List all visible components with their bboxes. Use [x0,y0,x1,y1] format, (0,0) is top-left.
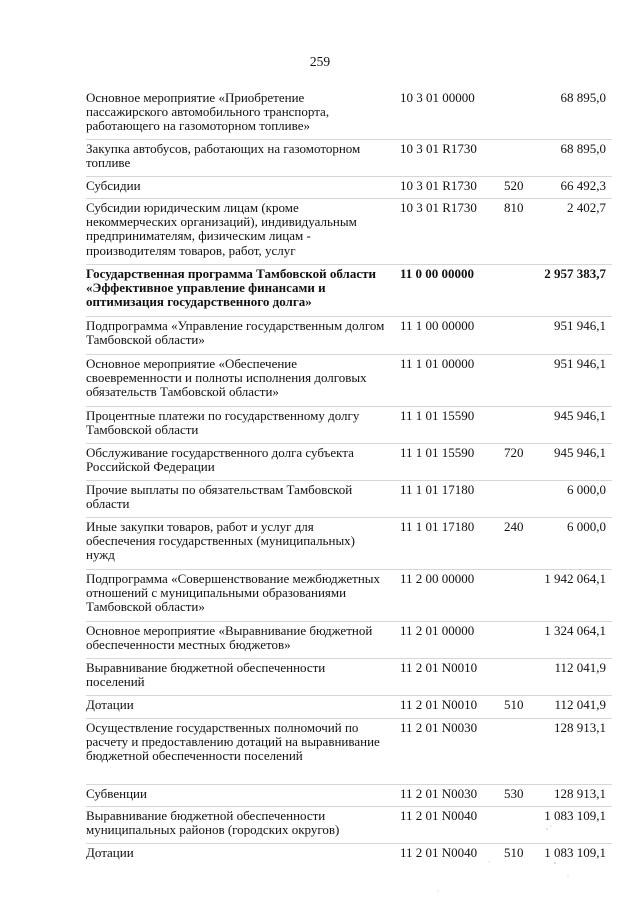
row-amount: 951 946,1 [554,356,606,371]
row-name: Основное мероприятие «Приобретение пассажирского автомобильного транспорта, работающего на газомоторном топливе» [86,90,330,134]
row-name: Государственная программа Тамбовской области «Эффективное управление финансами и оптимизация государственного долга» [86,266,376,310]
table-row [86,569,612,621]
row-amount: 128 913,1 [554,720,606,735]
row-amount: 68 895,0 [560,90,606,105]
row-code: 11 2 01 N0010 [400,660,478,675]
row-name: Прочие выплаты по обязательствам Тамбовской области [86,482,353,512]
row-code: 10 3 01 R1730 [400,178,477,193]
row-code: 11 2 01 N0030 [400,720,478,735]
table-row [86,718,612,784]
table-row [86,806,612,843]
row-name: Закупка автобусов, работающих на газомоторном топливе [86,141,361,171]
row-amount: 66 492,3 [560,178,606,193]
row-amount: 2 402,7 [567,200,606,215]
row-code: 11 0 00 00000 [400,266,475,281]
row-amount: 951 946,1 [554,318,606,333]
row-amount: 1 324 064,1 [544,623,606,638]
row-amount: 1 083 109,1 [544,845,606,860]
row-name: Процентные платежи по государственному долгу Тамбовской области [86,408,360,438]
row-expense-type: 510 [504,845,524,860]
table-row [86,480,612,517]
row-amount: 1 942 064,1 [544,571,606,586]
row-expense-type: 510 [504,697,524,712]
page-number: 259 [309,54,331,69]
row-code: 11 1 00 00000 [400,318,475,333]
row-code: 11 2 01 N0040 [400,808,478,823]
table-row [86,316,612,354]
row-code: 11 1 01 17180 [400,519,475,534]
budget-table [86,89,612,866]
row-code: 11 2 01 00000 [400,623,475,638]
row-code: 11 1 01 15590 [400,445,475,460]
row-name: Осуществление государственных полномочий по расчету и предоставлению дотаций на выравнивание бюджетной обеспеченности поселений [86,720,380,764]
table-row [86,443,612,480]
row-code: 11 2 00 00000 [400,571,475,586]
row-name: Выравнивание бюджетной обеспеченности поселений [86,660,326,690]
table-row [86,843,612,866]
row-amount: 2 957 383,7 [544,266,606,281]
row-amount: 112 041,9 [554,697,606,712]
row-name: Субсидии [86,178,141,193]
row-expense-type: 530 [504,786,524,801]
row-name: Субсидии юридическим лицам (кроме некоммерческих организаций), индивидуальным предпринимателям, физическим лицам - производителям товаров, работ, услуг [86,200,357,258]
row-name: Подпрограмма «Управление государственным долгом Тамбовской области» [86,318,385,348]
row-code: 11 1 01 00000 [400,356,475,371]
table-row [86,176,612,198]
row-amount: 6 000,0 [567,482,606,497]
row-expense-type: 810 [504,200,524,215]
row-expense-type: 520 [504,178,524,193]
table-row [86,658,612,695]
table-row [86,354,612,406]
row-code: 10 3 01 00000 [400,90,475,105]
table-row [86,264,612,316]
table-row [86,784,612,806]
row-name: Основное мероприятие «Выравнивание бюджетной обеспеченности местных бюджетов» [86,623,373,653]
row-amount: 1 083 109,1 [544,808,606,823]
row-name: Иные закупки товаров, работ и услуг для обеспечения государственных (муниципальных) нужд [86,519,356,563]
row-name: Основное мероприятие «Обеспечение своевременности и полноты исполнения долговых обязательств Тамбовской области» [86,356,367,400]
table-row [86,89,612,139]
table-row [86,621,612,658]
row-name: Обслуживание государственного долга субъекта Российской Федерации [86,445,354,475]
table-row [86,695,612,718]
table-row [86,139,612,176]
row-name: Подпрограмма «Совершенствование межбюджетных отношений с муниципальными образованиями Тамбовской области» [86,571,381,615]
row-name: Выравнивание бюджетной обеспеченности муниципальных районов (городских округов) [86,808,340,838]
row-amount: 112 041,9 [554,660,606,675]
row-name: Дотации [86,697,134,712]
row-amount: 68 895,0 [560,141,606,156]
row-code: 11 1 01 15590 [400,408,475,423]
row-code: 10 3 01 R1730 [400,141,477,156]
row-expense-type: 240 [504,519,524,534]
row-code: 11 2 01 N0040 [400,845,478,860]
row-expense-type: 720 [504,445,524,460]
row-code: 11 2 01 N0010 [400,697,478,712]
table-row [86,406,612,443]
row-amount: 128 913,1 [554,786,606,801]
row-code: 10 3 01 R1730 [400,200,477,215]
row-amount: 945 946,1 [554,408,606,423]
row-amount: 945 946,1 [554,445,606,460]
row-code: 11 2 01 N0030 [400,786,478,801]
table-row [86,517,612,569]
table-row [86,198,612,264]
row-code: 11 1 01 17180 [400,482,475,497]
row-name: Субвенции [86,786,147,801]
row-name: Дотации [86,845,134,860]
row-amount: 6 000,0 [567,519,606,534]
